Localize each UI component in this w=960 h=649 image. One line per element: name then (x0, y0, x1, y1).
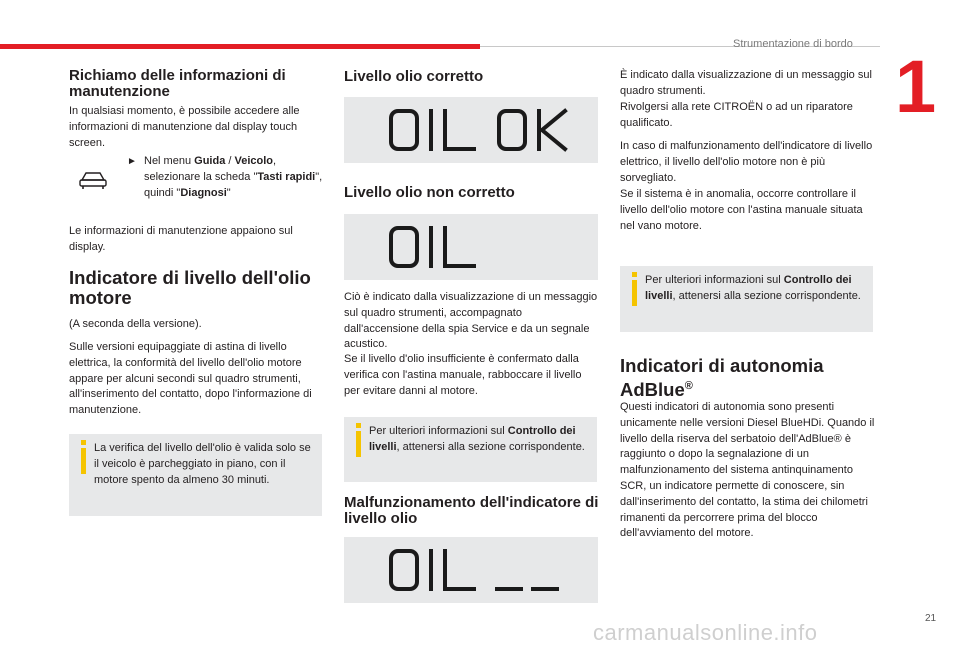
heading-oil-ok: Livello olio corretto (344, 68, 484, 85)
paragraph-insufficient-level: Se il livello d'olio insufficiente è confermato dalla verifica con l'astina manuale, rabboccare il livello per evitare danni al motore. (344, 353, 582, 397)
note-text: Per ulteriori informazioni sul Controllo dei livelli, attenersi alla sezione corrispondente. (369, 425, 585, 453)
paragraph-electric-dipstick: Sulle versioni equipaggiate di astina di livello elettrica, la conformità del livello dell'olio motore appare per alcuni secondi sul quadro strumenti, all'inserimento del contatto, dopo l'informazione di manutenzione. (69, 341, 312, 417)
note-box-level-control-1 (344, 417, 597, 482)
paragraph-adblue: Questi indicatori di autonomia sono presenti unicamente nelle versioni Diesel BlueHDi. Quando il livello della riserva del serbatoio dell'AdBlue® è raggiunto o dopo la segnalazione di un malfunzionamento del sistema antinquinamento SCR, un indicatore permette di conoscere, sin dall'inserimento del contatto, la stima dei chilometri rimanenti da percorrere prima del blocco dell'avviamento del motore. (620, 401, 875, 540)
heading-oil-level-indicator: Indicatore di livello dell'olio motore (69, 267, 311, 308)
info-icon (352, 423, 366, 457)
step-menu-instruction: Nel menu Guida / Veicolo, selezionare la scheda "Tasti rapidi", quindi "Diagnosi" (144, 155, 323, 199)
info-icon (628, 272, 642, 306)
note-text: La verifica del livello dell'olio è valida solo se il veicolo è parcheggiato in piano, con il motore spento da almeno 30 minuti. (94, 442, 311, 486)
note-box-level-control-2 (620, 266, 873, 332)
page-number: 21 (925, 613, 937, 624)
chapter-number: 1 (895, 45, 937, 128)
heading-indicator-malfunction: Malfunzionamento dell'indicatore di livello olio (344, 494, 599, 527)
car-icon (78, 170, 108, 190)
paragraph-indicator-malfunction: In caso di malfunzionamento dell'indicatore di livello elettrico, il livello dell'olio motore non è più sorvegliato. (620, 140, 873, 184)
header-accent-bar (0, 44, 480, 49)
display-oil-malfunction (344, 537, 598, 603)
paragraph-version: (A seconda della versione). (69, 318, 202, 330)
note-box-level-check (69, 434, 322, 516)
paragraph-indicated-message: Ciò è indicato dalla visualizzazione di un messaggio sul quadro strumenti, accompagnato dall'accensione della spia Service e da un segnale acustico. (344, 291, 598, 351)
step-arrow-icon: ► (127, 156, 137, 167)
paragraph-maintenance-display: Le informazioni di manutenzione appaiono sul display. (69, 225, 293, 253)
heading-maintenance-recall: Richiamo delle informazioni di manutenzione (69, 67, 286, 100)
display-oil-ok (344, 97, 598, 163)
display-oil-not-ok (344, 214, 598, 280)
paragraph-message-displayed: È indicato dalla visualizzazione di un messaggio sul quadro strumenti. (620, 69, 872, 97)
heading-oil-not-ok: Livello olio non corretto (344, 184, 515, 201)
watermark: carmanualsonline.info (593, 620, 818, 645)
paragraph-contact-network: Rivolgersi alla rete CITROËN o ad un riparatore qualificato. (620, 101, 853, 129)
note-text: Per ulteriori informazioni sul Controllo dei livelli, attenersi alla sezione corrispondente. (645, 274, 861, 302)
paragraph-system-anomaly: Se il sistema è in anomalia, occorre controllare il livello dell'olio motore con l'astina manuale situata nel vano motore. (620, 188, 863, 232)
paragraph-maintenance-access: In qualsiasi momento, è possibile accedere alle informazioni di manutenzione dal display touch screen. (69, 105, 300, 149)
info-icon (77, 440, 91, 474)
heading-adblue-range: Indicatori di autonomia AdBlue® (620, 355, 824, 401)
section-title: Strumentazione di bordo (733, 38, 853, 50)
